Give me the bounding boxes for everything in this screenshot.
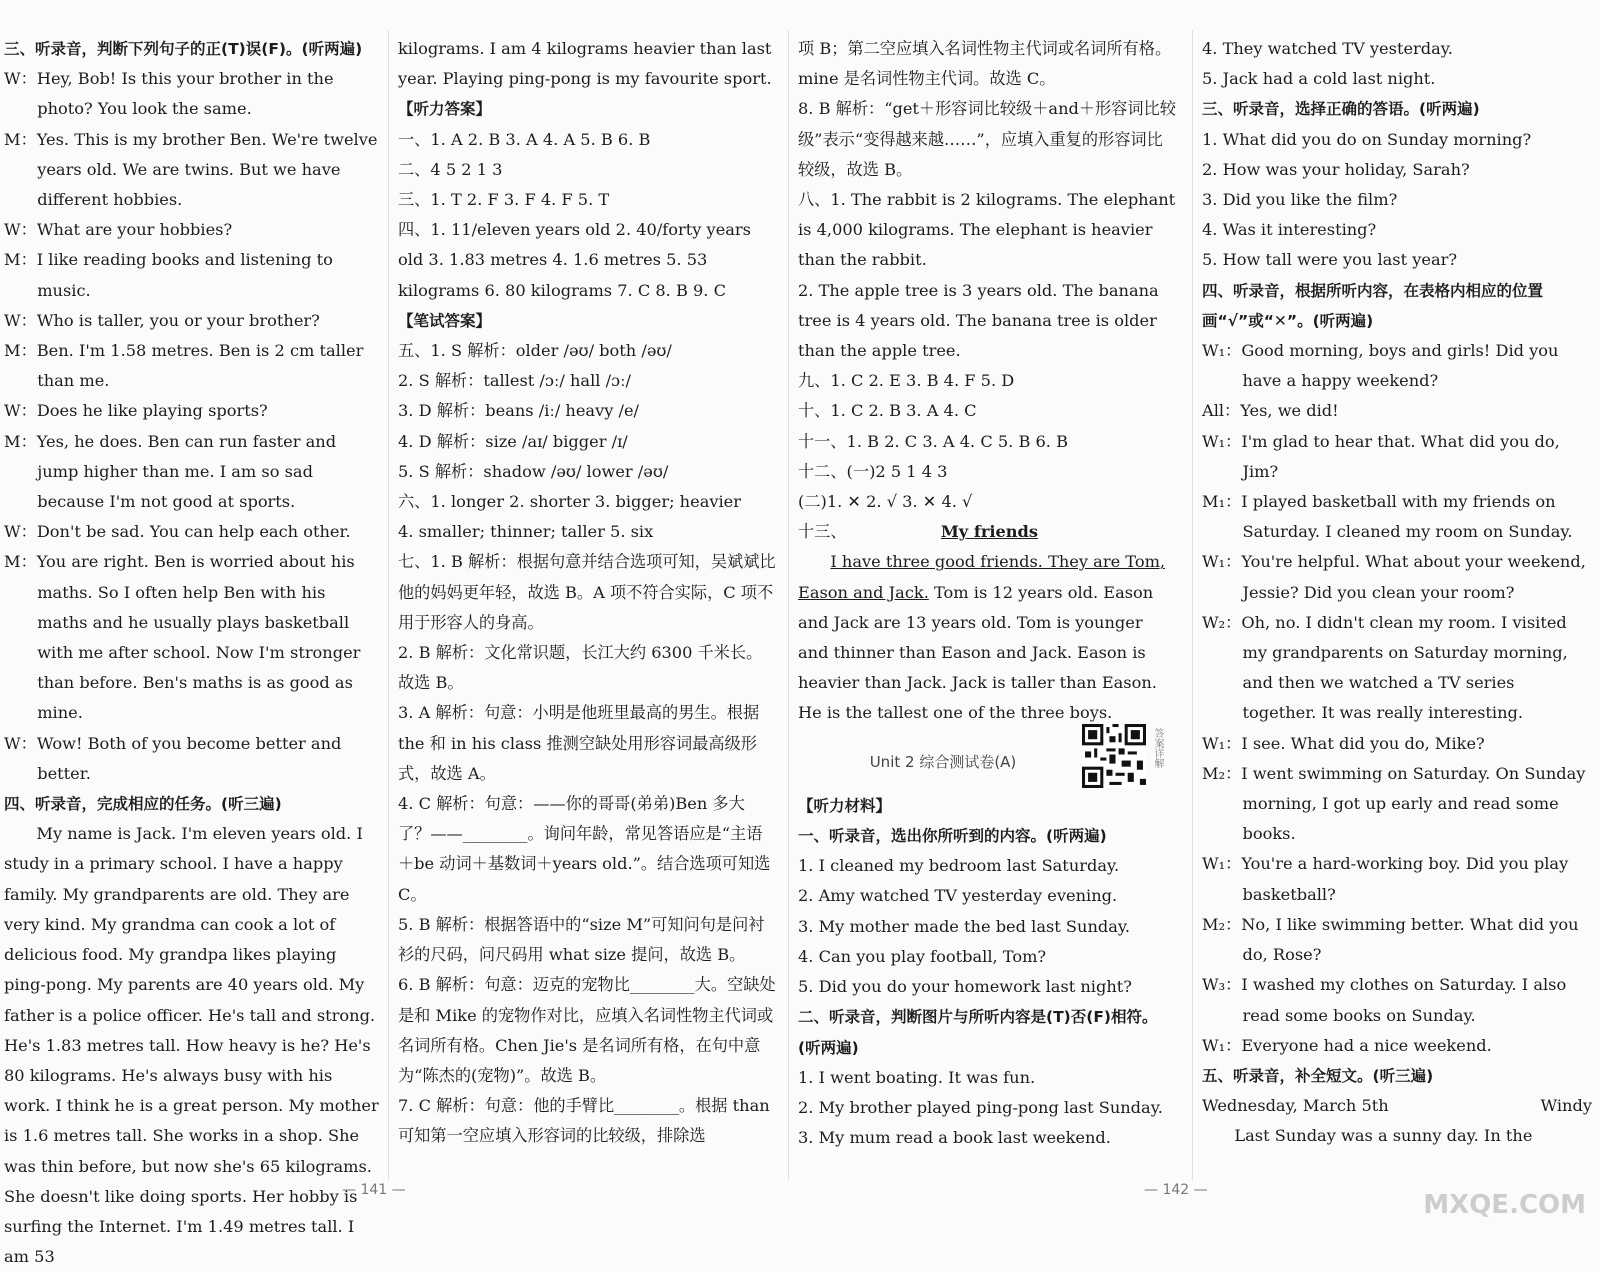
text-line: W₁：Everyone had a nice weekend.	[1202, 1035, 1492, 1055]
text-line: 8. B 解析：“get＋形容词比较级＋and＋形容词比较级”表示“变得越来越……”，应填入重复的形容词比较级，故选 B。	[798, 99, 1176, 179]
text-line: W：Does he like playing sports?	[4, 401, 268, 421]
text-line: 7. C 解析：句意：他的手臂比________。根据 than 可知第一空应填入形容词的比较级，排除选	[398, 1096, 770, 1146]
text-line: 5. Did you do your homework last night?	[798, 977, 1132, 997]
section-heading: 五、听录音，补全短文。(听三遍)	[1202, 1066, 1434, 1085]
text-line: 十一、1. B 2. C 3. A 4. C 5. B 6. B	[798, 431, 1068, 451]
text-line: 3. Did you like the film?	[1202, 190, 1398, 210]
passage-start: Last Sunday was a sunny day. In the	[1234, 1126, 1533, 1146]
text-line: 十、1. C 2. B 3. A 4. C	[798, 401, 977, 421]
text-line: 5. S 解析：shadow /əʊ/ lower /əʊ/	[398, 461, 669, 481]
qr-code-icon[interactable]	[1082, 724, 1146, 788]
text-line: 2. The apple tree is 3 years old. The banana tree is 4 years old. The banana tree is older than the apple tree.	[798, 280, 1159, 361]
column-3	[798, 34, 1178, 1184]
listening-material-continued	[1202, 34, 1592, 1091]
text-line: 2. S 解析：tallest /ɔː/ hall /ɔː/	[398, 371, 632, 391]
watermark: MXQE.COM	[1423, 1190, 1586, 1220]
text-line: 5. How tall were you last year?	[1202, 250, 1458, 270]
page-number-left: — 141 —	[342, 1182, 406, 1198]
text-line: W：Don't be sad. You can help each other.	[4, 522, 351, 542]
text-line: M：Ben. I'm 1.58 metres. Ben is 2 cm taller than me.	[4, 341, 364, 391]
text-line: W：Who is taller, you or your brother?	[4, 310, 320, 330]
date-text: Wednesday, March 5th	[1202, 1096, 1389, 1116]
text-line: My name is Jack. I'm eleven years old. I study in a primary school. I have a happy family. My grandparents are old. They are very kind. My grandma can cook a lot of delicious food. My grandpa likes playing ping-pong. My parents are 40 years old. My father is a police officer. He's tall and strong. He's 1.83 metres tall. How heavy is he? He's 80 kilograms. He's always busy with his work. I think he is a great person. My mother is 1.6 metres tall. She works in a shop. She was thin before, but now she's 65 kilograms. She doesn't like doing sports. Her hobby is surfing the Internet. I'm 1.49 metres tall. I am 53	[4, 824, 379, 1267]
text-line: 4. Can you play football, Tom?	[798, 946, 1047, 966]
listening-material	[798, 791, 1178, 1153]
text-line: 4. C 解析：句意：——你的哥哥(弟弟)Ben 多大了？——________。询问年龄，常见答语应是“主语＋be 动词＋基数词＋years old.”。结合选项可知选 C。	[398, 794, 771, 904]
text-line: 九、1. C 2. E 3. B 4. F 5. D	[798, 371, 1015, 391]
section-heading: 二、听录音，判断图片与所听内容是(T)否(F)相符。(听两遍)	[798, 1008, 1158, 1057]
section-heading: 一、听录音，选出你所听到的内容。(听两遍)	[798, 827, 1107, 846]
text-line: M：You are right. Ben is worried about his maths. So I often help Ben with his maths and he usually plays basketball with me after school. Now I'm stronger than before. Ben's maths is as good as mine.	[4, 552, 361, 723]
essay-label: 十三、	[798, 522, 847, 542]
text-line: W：Hey, Bob! Is this your brother in the photo? You look the same.	[4, 69, 334, 119]
qr-code-caption: 答案详解	[1152, 728, 1163, 768]
section-heading: 【笔试答案】	[398, 311, 492, 330]
text-line: 3. A 解析：句意：小明是他班里最高的男生。根据 the 和 in his class 推测空缺处用形容词最高级形式，故选 A。	[398, 703, 760, 783]
text-line: W：Wow! Both of you become better and better.	[4, 733, 342, 783]
text-line: 五、1. S 解析：older /əʊ/ both /əʊ/	[398, 341, 672, 361]
text-line: 4. Was it interesting?	[1202, 220, 1377, 240]
text-line: 6. B 解析：句意：迈克的宠物比________大。空缺处是和 Mike 的宠物作对比，应填入名词性物主代词或名词所有格。Chen Jie's 是名词所有格，在句中意为“陈杰的(宠物)”。故选 B。	[398, 975, 776, 1085]
text-line: M：Yes. This is my brother Ben. We're twelve years old. We are twins. But we have different hobbies.	[4, 129, 378, 210]
text-line: M₂：I went swimming on Saturday. On Sunday morning, I got up early and read some books.	[1202, 763, 1586, 844]
text-line: 八、1. The rabbit is 2 kilograms. The elephant is 4,000 kilograms. The elephant is heavier than the rabbit.	[798, 190, 1176, 270]
text-line: M：I like reading books and listening to music.	[4, 250, 333, 300]
text-line: 4. They watched TV yesterday.	[1202, 39, 1453, 58]
text-line: W₁：I see. What did you do, Mike?	[1202, 733, 1485, 753]
date-row	[1202, 1091, 1592, 1121]
column-2	[398, 34, 776, 1184]
text-line: W₃：I washed my clothes on Saturday. I also read some books on Sunday.	[1202, 975, 1567, 1025]
essay-title: My friends	[940, 522, 1038, 542]
text-line: 二、4 5 2 1 3	[398, 159, 503, 179]
section-heading: 三、听录音，选择正确的答语。(听两遍)	[1202, 100, 1480, 119]
page-number-right: — 142 —	[1144, 1182, 1208, 1198]
text-line: 1. I went boating. It was fun.	[798, 1067, 1036, 1087]
text-line: 3. My mother made the bed last Sunday.	[798, 916, 1131, 936]
section-heading: 四、听录音，根据所听内容，在表格内相应的位置画“√”或“✕”。(听两遍)	[1202, 281, 1544, 330]
text-line: W₁：I'm glad to hear that. What did you do, Jim?	[1202, 431, 1560, 481]
text-line: kilograms. I am 4 kilograms heavier than last year. Playing ping-pong is my favourite sport.	[398, 39, 772, 89]
text-line: W：What are your hobbies?	[4, 220, 233, 240]
essay-text: I have three good friends. They are Tom, Eason and Jack. Tom is 12 years old. Eason and Jack are 13 years old. Tom is younger and thinner than Eason and Jack. Eason is heavier than Jack. Jack is taller than Eason. He is the tallest one of the three boys.	[798, 552, 1166, 723]
text-line: 4. smaller; thinner; taller 5. six	[398, 522, 654, 542]
text-line: All：Yes, we did!	[1202, 401, 1339, 421]
text-line: 1. I cleaned my bedroom last Saturday.	[798, 856, 1120, 876]
text-line: 4. D 解析：size /aɪ/ bigger /ɪ/	[398, 431, 628, 451]
text-line: (二)1. ✕ 2. √ 3. ✕ 4. √	[798, 492, 973, 512]
text-line: M₁：I played basketball with my friends on Saturday. I cleaned my room on Sunday.	[1202, 492, 1573, 542]
text-line: W₁：Good morning, boys and girls! Did you have a happy weekend?	[1202, 341, 1559, 391]
text-line: 1. What did you do on Sunday morning?	[1202, 129, 1532, 149]
text-line: M：Yes, he does. Ben can run faster and jump higher than me. I am so sad because I'm not good at sports.	[4, 431, 337, 512]
text-line: M₂：No, I like swimming better. What did you do, Rose?	[1202, 914, 1579, 965]
text-line: 十二、(一)2 5 1 4 3	[798, 461, 948, 481]
text-line: 2. My brother played ping-pong last Sunday.	[798, 1097, 1163, 1117]
text-line: 一、1. A 2. B 3. A 4. A 5. B 6. B	[398, 129, 651, 149]
column-4	[1202, 34, 1592, 1184]
text-line: W₁：You're a hard-working boy. Did you play basketball?	[1202, 854, 1569, 904]
section-heading: 【听力答案】	[398, 100, 492, 119]
text-line: 七、1. B 解析：根据句意并结合选项可知，吴斌斌比他的妈妈更年轻，故选 B。A 项不符合实际，C 项不用于形容人的身高。	[398, 552, 776, 632]
weather-text: Windy	[1540, 1096, 1592, 1116]
text-line: 2. B 解析：文化常识题，长江大约 6300 千米长。故选 B。	[398, 643, 763, 693]
text-line: 5. B 解析：根据答语中的“size M”可知问句是问衬衫的尺码，问尺码用 what size 提问，故选 B。	[398, 914, 765, 965]
section-heading: 三、听录音，判断下列句子的正(T)误(F)。(听两遍)	[4, 40, 363, 58]
text-line: 2. How was your holiday, Sarah?	[1202, 159, 1470, 179]
text-line: 5. Jack had a cold last night.	[1202, 69, 1436, 89]
unit-title: Unit 2 综合测试卷(A)	[869, 752, 1017, 771]
text-line: 六、1. longer 2. shorter 3. bigger; heavier	[398, 492, 741, 512]
text-line: 3. My mum read a book last weekend.	[798, 1128, 1111, 1148]
answers-continued	[798, 34, 1178, 517]
text-line: 项 B；第二空应填入名词性物主代词或名词所有格。mine 是名词性物主代词。故选 C。	[798, 39, 1172, 89]
text-line: W₁：You're helpful. What about your weekend, Jessie? Did you clean your room?	[1202, 552, 1586, 602]
text-line: 三、1. T 2. F 3. F 4. F 5. T	[398, 190, 610, 210]
text-line: 3. D 解析：beans /iː/ heavy /e/	[398, 401, 640, 421]
essay	[798, 517, 1178, 728]
text-line: 2. Amy watched TV yesterday evening.	[798, 886, 1118, 906]
section-heading: 【听力材料】	[798, 796, 892, 815]
text-line: 四、1. 11/eleven years old 2. 40/forty years old 3. 1.83 metres 4. 1.6 metres 5. 53 kilograms 6. 80 kilograms 7. C 8. B 9. C	[398, 220, 751, 300]
text-line: W₂：Oh, no. I didn't clean my room. I visited my grandparents on Saturday morning, and then we watched a TV series together. It was really interesting.	[1202, 612, 1568, 723]
section-heading: 四、听录音，完成相应的任务。(听三遍)	[4, 795, 282, 814]
